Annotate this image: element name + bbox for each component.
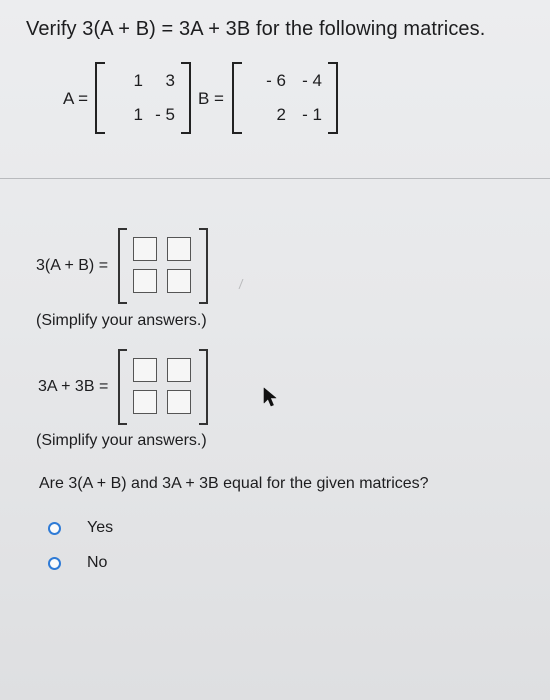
answer-box-12[interactable] xyxy=(167,237,191,261)
answer-right-bracket xyxy=(199,349,208,425)
matrix-a-cell-11: 1 xyxy=(133,71,143,90)
radio-yes[interactable] xyxy=(48,522,61,535)
answer-box-12[interactable] xyxy=(167,358,191,382)
matrix-a-left-bracket xyxy=(95,62,105,134)
simplify-hint-1: (Simplify your answers.) xyxy=(36,312,207,329)
answer-box-11[interactable] xyxy=(133,358,157,382)
matrix-a-cells xyxy=(105,62,181,134)
answer-grid xyxy=(127,349,199,425)
matrix-a-cell-12: 3 xyxy=(165,71,175,90)
option-yes-label: Yes xyxy=(87,519,114,536)
matrix-b-cell-22: - 1 xyxy=(302,105,322,124)
answer-left-bracket xyxy=(118,349,127,425)
matrix-a-cell-22: - 5 xyxy=(155,105,175,124)
radio-no[interactable] xyxy=(48,557,61,570)
answer-box-22[interactable] xyxy=(167,269,191,293)
answer-box-22[interactable] xyxy=(167,390,191,414)
matrix-b-cell-11: - 6 xyxy=(266,71,286,90)
three-a-plus-three-b-answer-matrix xyxy=(118,349,208,425)
three-a-plus-three-b-label: 3A + 3B = xyxy=(38,378,109,395)
answer-box-11[interactable] xyxy=(133,237,157,261)
matrix-b-label: B = xyxy=(198,89,224,108)
question-text: Verify 3(A + B) = 3A + 3B for the following matrices. xyxy=(26,18,486,40)
simplify-hint-2: (Simplify your answers.) xyxy=(36,432,207,449)
answer-box-21[interactable] xyxy=(133,390,157,414)
matrix-a xyxy=(95,62,191,134)
matrix-b xyxy=(232,62,338,134)
answer-left-bracket xyxy=(118,228,127,304)
matrix-a-label: A = xyxy=(63,89,89,108)
sum-times-three-label: 3(A + B) = xyxy=(36,257,109,274)
option-yes[interactable] xyxy=(48,519,113,537)
matrix-b-left-bracket xyxy=(232,62,242,134)
answer-box-21[interactable] xyxy=(133,269,157,293)
mouse-pointer-icon xyxy=(262,387,278,407)
matrix-b-right-bracket xyxy=(328,62,338,134)
sum-times-three-answer-matrix xyxy=(118,228,208,304)
matrix-b-cells xyxy=(242,62,328,134)
matrix-b-cell-21: 2 xyxy=(276,105,286,124)
stray-mark-icon xyxy=(238,279,244,289)
matrix-a-right-bracket xyxy=(181,62,191,134)
answer-grid xyxy=(127,228,199,304)
matrix-a-cell-21: 1 xyxy=(133,105,143,124)
section-divider xyxy=(0,178,550,179)
answer-right-bracket xyxy=(199,228,208,304)
option-no[interactable] xyxy=(48,554,107,572)
option-no-label: No xyxy=(87,554,108,571)
matrix-b-cell-12: - 4 xyxy=(302,71,322,90)
equality-question: Are 3(A + B) and 3A + 3B equal for the given matrices? xyxy=(39,475,429,492)
